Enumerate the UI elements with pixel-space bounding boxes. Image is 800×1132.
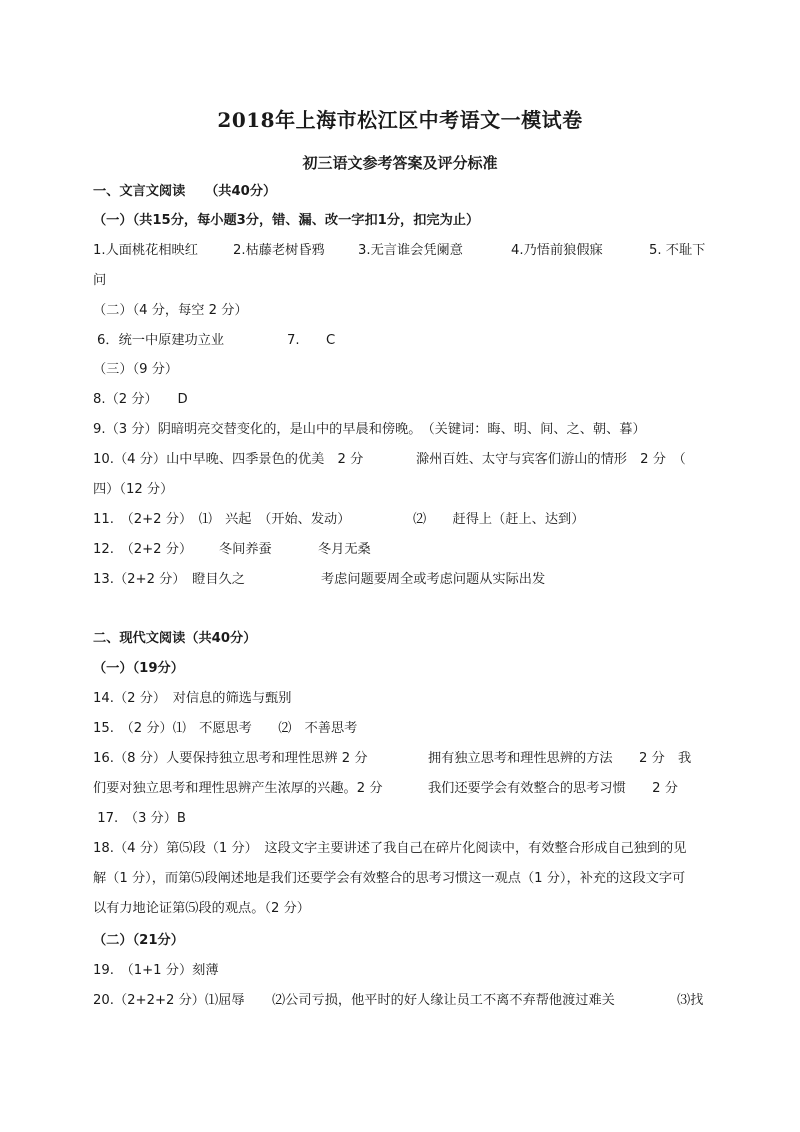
answer-q5: 5. 不耻下 xyxy=(649,243,706,258)
answer-q12-part-b: 冬月无桑 xyxy=(318,542,371,557)
answer-q10-part-a: 10.（4 分）山中早晚、四季景色的优美 2 分 xyxy=(93,452,364,467)
answer-q16-line2-b: 我们还要学会有效整合的思考习惯 2 分 xyxy=(428,781,678,796)
answer-q11-part-b: ⑵ 赶得上（赶上、达到） xyxy=(413,512,585,527)
answer-q11-part-a: 11. （2+2 分） ⑴ 兴起 （开始、发动） xyxy=(93,512,351,527)
answer-q10-part-b: 滁州百姓、太守与宾客们游山的情形 2 分 （ xyxy=(416,452,686,467)
answer-q13-part-a: 13.（2+2 分） 瞪目久之 xyxy=(93,572,245,587)
section1-part3-heading: （三）（9 分） xyxy=(93,362,179,377)
answer-q5-continued: 问 xyxy=(93,273,107,288)
answer-q20-part-c: ⑶找 xyxy=(677,993,704,1008)
answer-q18-line2: 解（1 分），而第⑸段阐述地是我们还要学会有效整合的思考习惯这一观点（1 分），补充的这段文字可 xyxy=(93,871,686,886)
page-title: 2018年上海市松江区中考语文一模试卷 xyxy=(217,108,583,132)
answer-q17: 17. （3 分）B xyxy=(93,811,186,826)
answer-q16-line1-a: 16.（8 分）人要保持独立思考和理性思辨 2 分 xyxy=(93,751,368,766)
answer-q13-part-b: 考虑问题要周全或考虑问题从实际出发 xyxy=(321,572,546,587)
page-subtitle: 初三语文参考答案及评分标准 xyxy=(302,154,498,172)
answer-q6: 6．统一中原建功立业 xyxy=(97,333,225,348)
section2-heading: 二、现代文阅读（共40分） xyxy=(93,631,257,646)
answer-q10-continued: 四）（12 分） xyxy=(93,482,174,497)
answer-q4: 4.乃悟前狼假寐 xyxy=(511,243,603,258)
answer-q12-part-a: 冬间养蚕 xyxy=(219,542,272,557)
answer-q2: 2.枯藤老树昏鸦 xyxy=(233,243,325,258)
answer-q15: 15. （2 分）⑴ 不愿思考 ⑵ 不善思考 xyxy=(93,721,358,736)
answer-q1: 1.人面桃花相映红 xyxy=(93,243,198,258)
answer-q7: 7. C xyxy=(287,333,336,348)
section1-part2-heading: （二）（4 分，每空 2 分） xyxy=(93,303,248,318)
answer-q20-part-a: 20.（2+2+2 分）⑴屈辱 xyxy=(93,993,245,1008)
section2-part1-heading: （一）（19分） xyxy=(93,661,184,676)
answer-q9: 9.（3 分）阴暗明亮交替变化的，是山中的早晨和傍晚。 （关键词：晦、明、间、之、朝、暮） xyxy=(93,422,646,437)
answer-q20-part-b: ⑵公司亏损，他平时的好人缘让员工不离不弃帮他渡过难关 xyxy=(272,993,615,1008)
answer-q16-line1-b: 拥有独立思考和理性思辨的方法 2 分 我 xyxy=(428,751,692,766)
section1-heading: 一、文言文阅读 （共40分） xyxy=(93,184,277,199)
answer-q3: 3.无言谁会凭阑意 xyxy=(358,243,463,258)
answer-q8: 8.（2 分） D xyxy=(93,392,188,407)
answer-q14: 14.（2 分） 对信息的筛选与甄别 xyxy=(93,691,292,706)
answer-q16-line2-a: 们要对独立思考和理性思辨产生浓厚的兴趣。2 分 xyxy=(93,781,383,796)
answer-q18-line3: 以有力地论证第⑸段的观点。（2 分） xyxy=(93,901,310,916)
section1-part1-heading: （一）（共15分，每小题3分，错、漏、改一字扣1分，扣完为止） xyxy=(93,213,480,228)
answer-q18-line1: 18.（4 分）第⑸段（1 分） 这段文字主要讲述了我自己在碎片化阅读中，有效整合形成自己独到的见 xyxy=(93,841,687,856)
answer-q19: 19. （1+1 分）刻薄 xyxy=(93,963,219,978)
answer-q12-label: 12. （2+2 分） xyxy=(93,542,193,557)
section2-part2-heading: （二）（21分） xyxy=(93,933,184,948)
